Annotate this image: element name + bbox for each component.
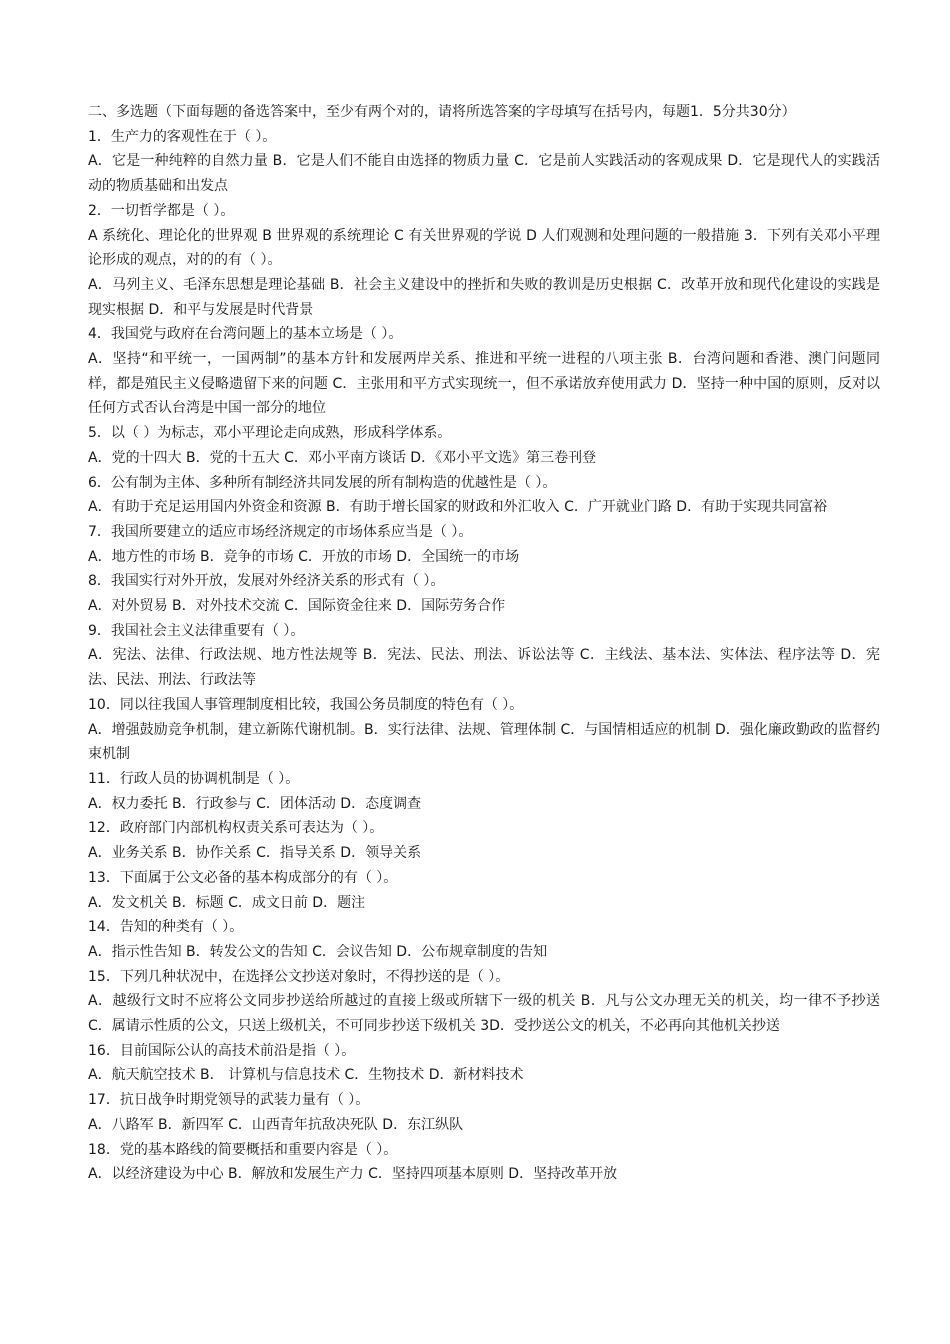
options-2-question-3: A 系统化、理论化的世界观 B 世界观的系统理论 C 有关世界观的学说 D 人们观测和处理问题的一般措施 3．下列有关邓小平理论形成的观点，对的的有（ ）。	[88, 227, 880, 269]
options-5: A．党的十四大 B．党的十五大 C．邓小平南方谈话 D．《邓小平文选》第三卷刊登	[88, 449, 597, 466]
options-17: A．八路军 B．新四军 C．山西青年抗敌决死队 D．东江纵队	[88, 1116, 464, 1133]
question-10: 10．同以往我国人事管理制度相比较，我国公务员制度的特色有（ ）。	[88, 696, 524, 713]
options-13: A．发文机关 B．标题 C．成文日前 D．题注	[88, 894, 366, 911]
question-14: 14．告知的种类有（ ）。	[88, 919, 244, 936]
question-2: 2．一切哲学都是（ ）。	[88, 202, 235, 219]
question-6: 6．公有制为主体、多种所有制经济共同发展的所有制构造的优越性是（ ）。	[88, 474, 557, 491]
question-9: 9．我国社会主义法律重要有（ ）。	[88, 622, 305, 639]
question-5: 5．以（ ）为标志，邓小平理论走向成熟，形成科学体系。	[88, 425, 452, 442]
question-15: 15．下列几种状况中，在选择公文抄送对象时，不得抄送的是（ ）。	[88, 968, 510, 985]
question-1: 1．生产力的客观性在于（ ）。	[88, 128, 277, 145]
options-6: A．有助于充足运用国内外资金和资源 B．有助于增长国家的财政和外汇收入 C．广开就业门路 D．有助于实现共同富裕	[88, 499, 828, 516]
question-12: 12．政府部门内部机构权责关系可表达为（ ）。	[88, 820, 384, 837]
question-17: 17．抗日战争时期党领导的武装力量有（ ）。	[88, 1092, 370, 1109]
options-7: A．地方性的市场 B．竞争的市场 C．开放的市场 D．全国统一的市场	[88, 548, 520, 565]
document-page	[88, 100, 880, 1187]
options-3: A．马列主义、毛泽东思想是理论基础 B．社会主义建设中的挫折和失败的教训是历史根据 C．改革开放和现代化建设的实践是现实根据 D．和平与发展是时代背景	[88, 276, 880, 318]
section-heading: 二、多选题（下面每题的备选答案中，至少有两个对的，请将所选答案的字母填写在括号内，每题1．5分共30分）	[88, 104, 796, 120]
options-14: A．指示性告知 B．转发公文的告知 C．会议告知 D．公布规章制度的告知	[88, 943, 548, 960]
options-11: A．权力委托 B．行政参与 C．团体活动 D．态度调查	[88, 795, 422, 812]
options-18: A．以经济建设为中心 B．解放和发展生产力 C．坚持四项基本原则 D．坚持改革开放	[88, 1166, 618, 1183]
question-16: 16．目前国际公认的高技术前沿是指（ ）。	[88, 1042, 356, 1059]
options-12: A．业务关系 B．协作关系 C．指导关系 D．领导关系	[88, 845, 422, 862]
question-11: 11．行政人员的协调机制是（ ）。	[88, 770, 300, 787]
options-16: A．航天航空技术 B． 计算机与信息技术 C．生物技术 D．新材料技术	[88, 1067, 524, 1084]
options-8: A．对外贸易 B．对外技术交流 C．国际资金往来 D．国际劳务合作	[88, 598, 506, 615]
question-7: 7．我国所要建立的适应市场经济规定的市场体系应当是（ ）。	[88, 523, 473, 540]
options-10: A．增强鼓励竞争机制，建立新陈代谢机制。B．实行法律、法规、管理体制 C．与国情相适应的机制 D．强化廉政勤政的监督约束机制	[88, 721, 880, 763]
options-1: A．它是一种纯粹的自然力量 B．它是人们不能自由选择的物质力量 C．它是前人实践活动的客观成果 D．它是现代人的实践活动的物质基础和出发点	[88, 153, 880, 195]
options-9: A．宪法、法律、行政法规、地方性法规等 B．宪法、民法、刑法、诉讼法等 C．主线法、基本法、实体法、程序法等 D．宪法、民法、刑法、行政法等	[88, 647, 880, 689]
options-4: A．坚持“和平统一，一国两制”的基本方针和发展两岸关系、推进和平统一进程的八项主张 B．台湾问题和香港、澳门问题同样，都是殖民主义侵略遗留下来的问题 C．主张用和平方式实现统一，但不承诺放弃使用武力 D．坚持一种中国的原则，反对以任何方式否认台湾是中国一部分的地位	[88, 351, 880, 417]
question-8: 8．我国实行对外开放，发展对外经济关系的形式有（ ）。	[88, 573, 445, 590]
question-4: 4．我国党与政府在台湾问题上的基本立场是（ ）。	[88, 326, 403, 343]
question-18: 18．党的基本路线的简要概括和重要内容是（ ）。	[88, 1141, 398, 1158]
options-15: A．越级行文时不应将公文同步抄送给所越过的直接上级或所辖下一级的机关 B．凡与公文办理无关的机关，均一律不予抄送 C．属请示性质的公文，只送上级机关，不可同步抄送下级机关 3D．受抄送公文的机关，不必再向其他机关抄送	[88, 993, 880, 1035]
question-13: 13．下面属于公文必备的基本构成部分的有（ ）。	[88, 869, 398, 886]
